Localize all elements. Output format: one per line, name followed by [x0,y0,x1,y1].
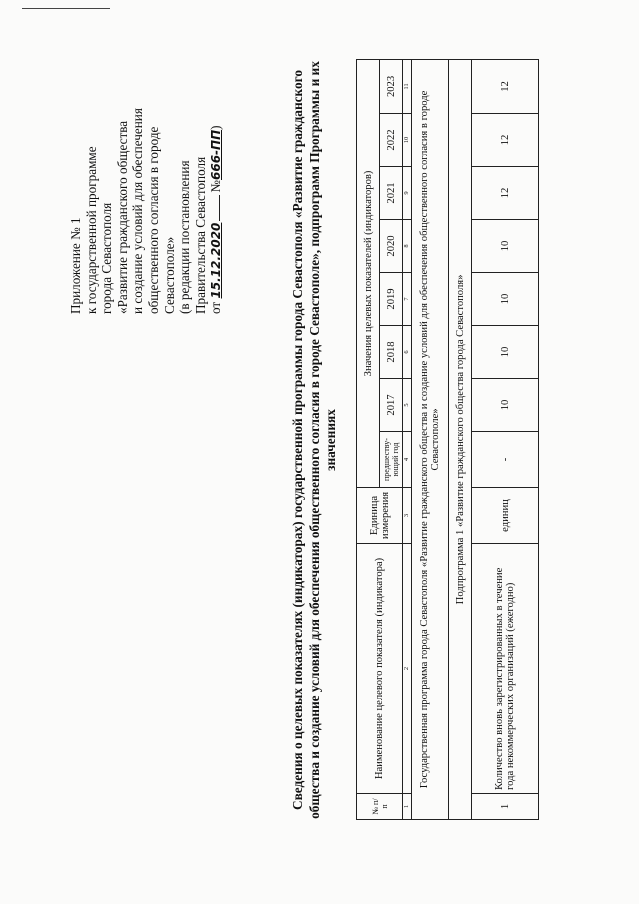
subprogram-title: Подпрограмма 1 «Развитие гражданского общества города Севастополя» [449,59,472,819]
appendix-line: города Севастополя [99,202,115,314]
column-number: 6 [403,326,412,379]
resolution-signature-line [208,74,225,314]
resolution-number: 666-ПП [209,129,224,180]
row-value: 10 [472,220,539,273]
row-unit: единиц [472,488,539,544]
header-year: 2023 [380,59,403,113]
appendix-block [68,74,225,314]
appendix-line: Севастополе» [161,236,177,314]
appendix-line: общественного согласия в городе [145,126,161,314]
appendix-line: Правительства Севастополя [192,156,208,314]
header-year: 2021 [380,167,403,220]
column-number: 10 [403,114,412,167]
indicators-table [356,59,539,820]
column-number: 9 [403,167,412,220]
column-number: 5 [403,379,412,432]
header-num: № п/п [357,794,403,820]
column-number: 3 [403,488,412,544]
appendix-line: (в редакции постановления [177,160,193,314]
header-year: 2019 [380,273,403,326]
header-unit: Единица измерения [357,488,403,544]
row-value: 12 [472,167,539,220]
header-values-group: Значения целевых показателей (индикаторов) [357,59,380,487]
header-name: Наименование целевого показателя (индикатора) [357,544,403,794]
program-row [412,59,449,819]
row-value: 12 [472,59,539,113]
table-row [472,59,539,819]
column-number: 7 [403,273,412,326]
row-name: Количество вновь зарегистрированных в течение года некоммерческих организаций (ежегодно) [472,544,539,794]
subprogram-row [449,59,472,819]
from-label: от [208,301,224,314]
resolution-date: 15.12.2020 [209,222,224,299]
table-header-row [357,59,380,819]
row-prev: - [472,432,539,488]
row-value: 10 [472,379,539,432]
number-label: № [208,180,224,193]
column-number: 11 [403,59,412,113]
column-number: 8 [403,220,412,273]
document-title: Сведения о целевых показателях (индикаторах) государственной программы города Севастополя «Развитие гражданского общества и создание условий для обеспечения общественного согласия в городе Севастополе», подпрограмм Программы и их значениях [290,61,338,819]
header-year: 2022 [380,114,403,167]
row-value: 10 [472,273,539,326]
column-number-row [403,59,412,819]
program-title: Государственная программа города Севастополя «Развитие гражданского общества и создание условий для обеспечения общественного согласия в городе Севастополе» [412,59,449,819]
header-year: 2017 [380,379,403,432]
header-year: 2018 [380,326,403,379]
appendix-line: и создание условий для обеспечения [130,108,146,314]
appendix-line: к государственной программе [83,146,99,314]
header-prev-year: предшеству-ющий год [380,432,403,488]
blank-line [219,195,220,221]
header-year: 2020 [380,220,403,273]
column-number: 4 [403,432,412,488]
row-value: 12 [472,114,539,167]
column-number: 2 [403,544,412,794]
closing-paren: ) [208,125,224,130]
appendix-line: Приложение № 1 [68,217,83,314]
appendix-line: «Развитие гражданского общества [114,120,130,314]
row-num: 1 [472,794,539,820]
row-value: 10 [472,326,539,379]
column-number: 1 [403,794,412,820]
